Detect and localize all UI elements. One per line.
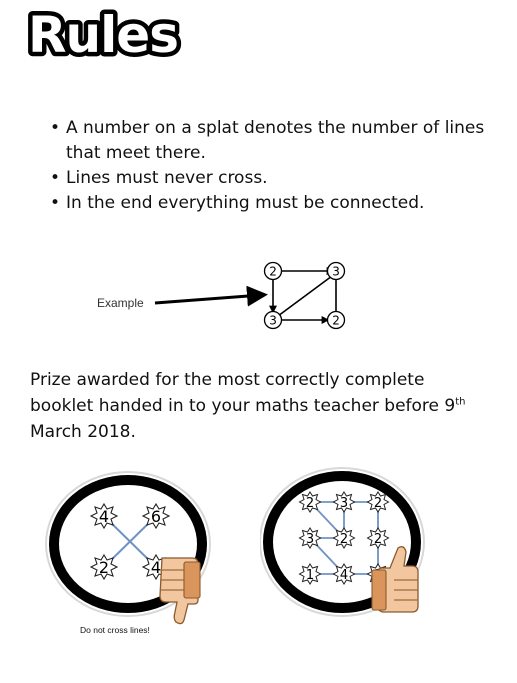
- svg-text:2: 2: [269, 264, 277, 279]
- svg-text:3: 3: [332, 264, 340, 279]
- rules-list: [50, 116, 490, 216]
- splat-node: [300, 528, 321, 548]
- splat-node: [368, 492, 389, 512]
- svg-text:4: 4: [150, 558, 162, 577]
- example-node: [265, 263, 282, 280]
- svg-text:2: 2: [98, 558, 110, 577]
- splat-node: [368, 528, 389, 548]
- rule-item: • In the end everything must be connected.: [50, 191, 490, 216]
- example-line: [278, 276, 332, 316]
- bad-example-board: [40, 466, 220, 628]
- splat-node: [143, 504, 169, 528]
- splat-node: [334, 492, 355, 512]
- rules-title-graphic: [22, 0, 192, 64]
- svg-text:6: 6: [150, 507, 162, 526]
- example-node: [328, 263, 345, 280]
- splat-node: [300, 492, 321, 512]
- bad-example-caption: Do not cross lines!: [80, 625, 150, 635]
- svg-text:2: 2: [305, 496, 315, 511]
- splat-node: [334, 528, 355, 548]
- splat-node: [334, 564, 355, 584]
- prize-text: Prize awarded for the most correctly complete booklet handed in to your maths teacher before 9: [30, 370, 456, 416]
- svg-text:2: 2: [373, 532, 383, 547]
- svg-text:3: 3: [305, 532, 315, 547]
- prize-superscript: th: [455, 396, 466, 408]
- page-title: [22, 0, 192, 64]
- prize-date: March 2018.: [30, 422, 136, 442]
- thumbs-down-icon: [160, 558, 200, 624]
- example-node: [265, 312, 282, 329]
- example-node: [328, 312, 345, 329]
- good-example-board: [260, 462, 440, 624]
- rules-title-text: Rules: [28, 6, 178, 64]
- svg-text:4: 4: [98, 507, 110, 526]
- svg-text:2: 2: [373, 496, 383, 511]
- svg-text:2: 2: [332, 313, 340, 328]
- svg-text:2: 2: [339, 532, 349, 547]
- splat-node: [300, 564, 321, 584]
- prize-notice: [30, 367, 490, 445]
- rule-item: • A number on a splat denotes the number of lines that meet there.: [50, 116, 490, 166]
- rule-item: • Lines must never cross.: [50, 166, 490, 191]
- example-pointer-arrow: [155, 295, 262, 303]
- svg-text:1: 1: [305, 568, 315, 583]
- example-diagram: [150, 256, 360, 341]
- svg-text:4: 4: [339, 568, 349, 583]
- example-label: Example: [97, 296, 144, 310]
- splat-node: [91, 504, 117, 528]
- svg-text:3: 3: [339, 496, 349, 511]
- svg-text:3: 3: [269, 313, 277, 328]
- splat-node: [91, 555, 117, 579]
